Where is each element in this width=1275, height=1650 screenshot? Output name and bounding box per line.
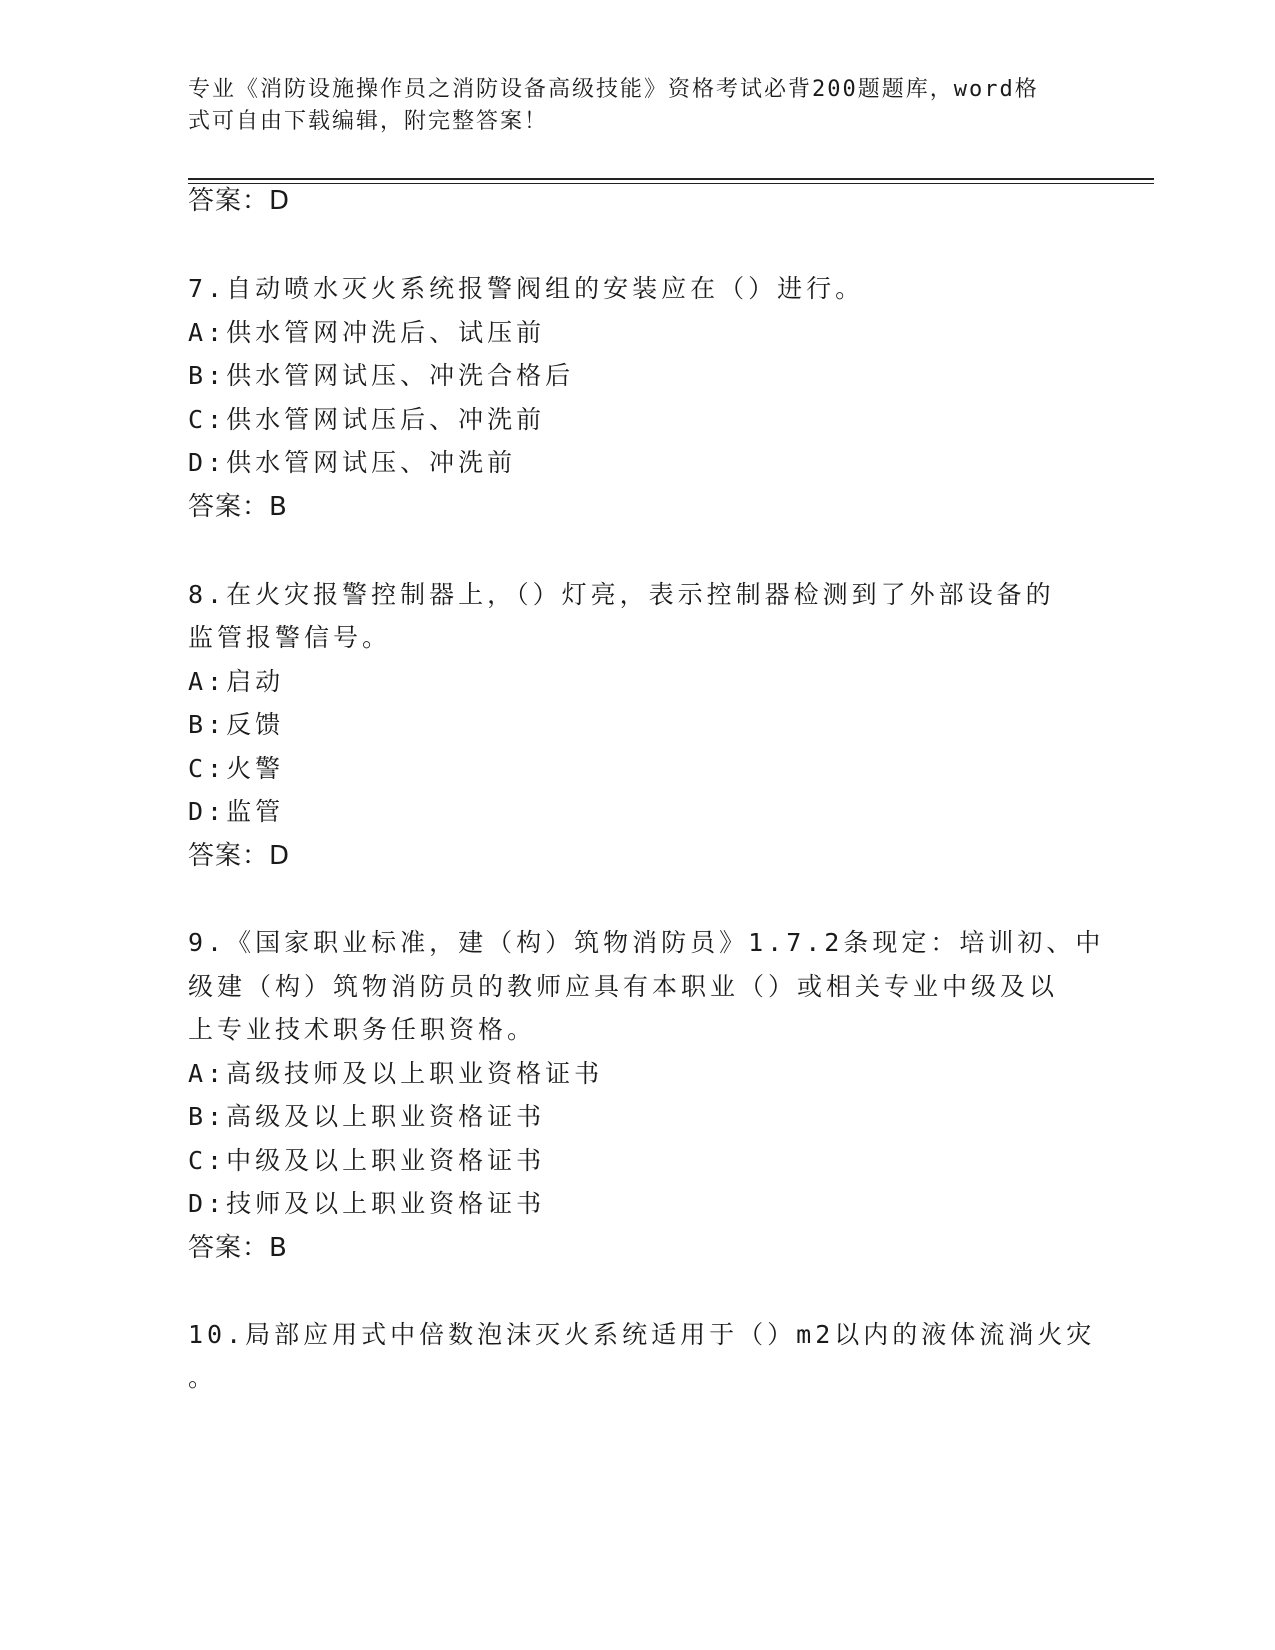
question-8-answer: 答案：D xyxy=(188,841,291,871)
question-7-answer: 答案：B xyxy=(188,492,288,522)
question-9-option-b: B:高级及以上职业资格证书 xyxy=(188,1102,546,1131)
question-9-stem-line-2: 级建（构）筑物消防员的教师应具有本职业（）或相关专业中级及以 xyxy=(188,972,1059,1001)
question-9-option-d: D:技师及以上职业资格证书 xyxy=(188,1189,546,1218)
question-7-option-a: A:供水管网冲洗后、试压前 xyxy=(188,318,546,347)
question-7-option-c: C:供水管网试压后、冲洗前 xyxy=(188,405,546,434)
question-7-option-d: D:供水管网试压、冲洗前 xyxy=(188,448,517,477)
question-10-stem-line-2: 。 xyxy=(188,1363,218,1392)
question-10-stem-line-1: 10.局部应用式中倍数泡沫灭火系统适用于（）m2以内的液体流淌火灾 xyxy=(188,1320,1096,1349)
question-8-option-a: A:启动 xyxy=(188,667,285,696)
question-8-option-c: C:火警 xyxy=(188,754,285,783)
question-7-option-b: B:供水管网试压、冲洗合格后 xyxy=(188,361,575,390)
question-8-stem-line-1: 8.在火灾报警控制器上，（）灯亮，表示控制器检测到了外部设备的 xyxy=(188,580,1055,609)
header-line-2: 式可自由下载编辑，附完整答案！ xyxy=(188,109,549,134)
header-line-1: 专业《消防设施操作员之消防设备高级技能》资格考试必背200题题库，word格 xyxy=(188,77,1039,102)
document-header xyxy=(188,74,1068,138)
question-8-option-d: D:监管 xyxy=(188,797,285,826)
header-divider-thin xyxy=(188,183,1154,184)
answer-previous: 答案：D xyxy=(188,186,291,216)
question-9-option-a: A:高级技师及以上职业资格证书 xyxy=(188,1059,604,1088)
question-9-stem-line-3: 上专业技术职务任职资格。 xyxy=(188,1015,537,1044)
header-divider-thick xyxy=(188,178,1154,180)
question-9-stem-line-1: 9.《国家职业标准，建（构）筑物消防员》1.7.2条现定：培训初、中 xyxy=(188,928,1105,957)
question-7-stem: 7.自动喷水灭火系统报警阀组的安装应在（）进行。 xyxy=(188,274,865,303)
question-8-stem-line-2: 监管报警信号。 xyxy=(188,623,392,652)
question-8-option-b: B:反馈 xyxy=(188,710,285,739)
question-9-option-c: C:中级及以上职业资格证书 xyxy=(188,1146,546,1175)
question-9-answer: 答案：B xyxy=(188,1233,288,1263)
